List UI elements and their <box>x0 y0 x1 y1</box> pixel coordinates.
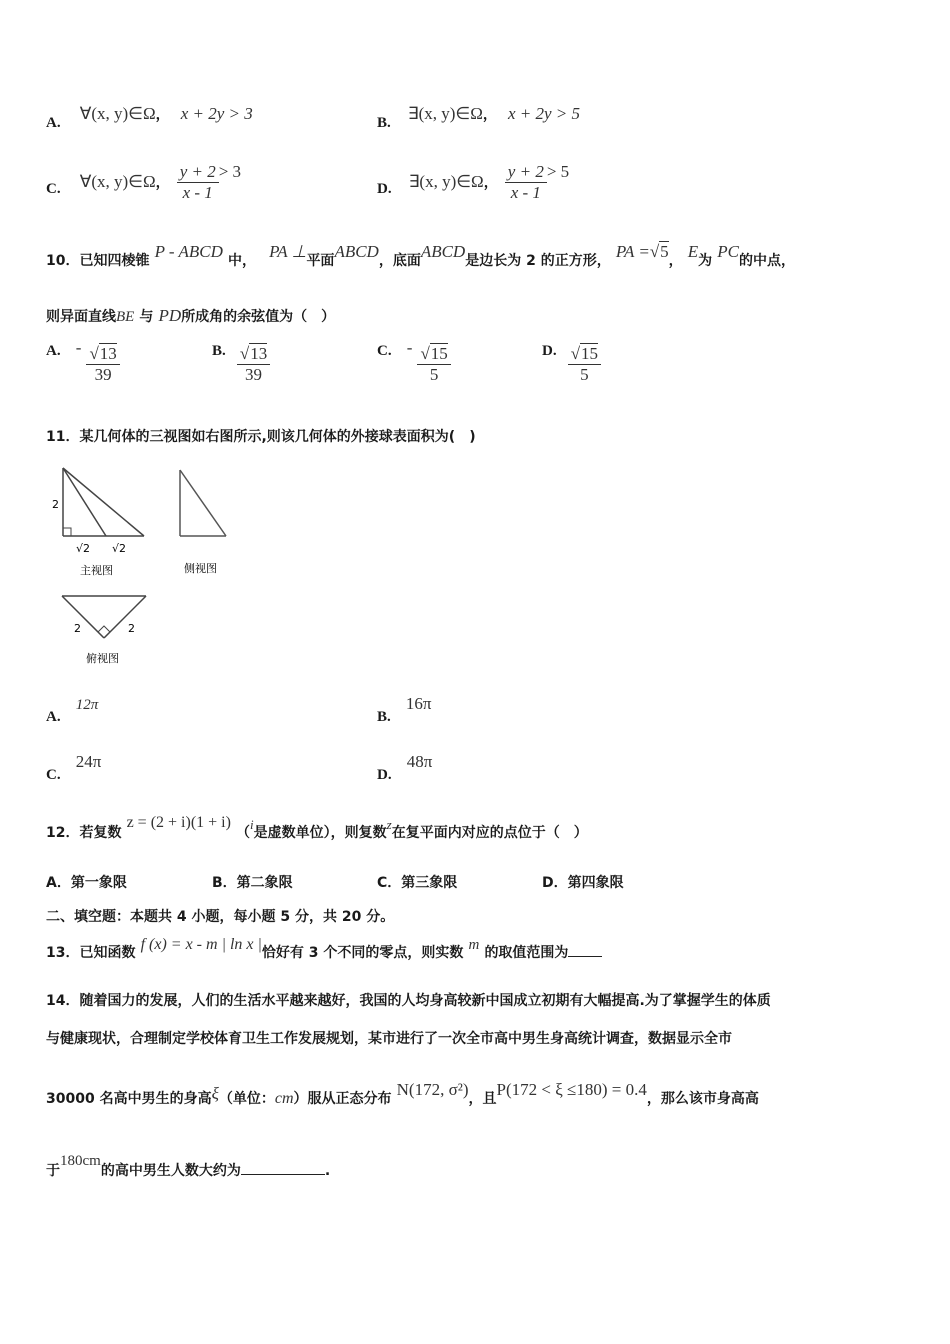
separator: ， <box>483 175 498 191</box>
text: 的高中男生人数大约为 <box>100 1163 241 1179</box>
q14-line3 <box>46 1080 759 1108</box>
front-side-label: 2 <box>52 498 59 511</box>
option-label: A. <box>46 115 61 131</box>
denominator: 5 <box>417 364 450 385</box>
sign: - <box>75 338 82 357</box>
inequality: x + 2y > 5 <box>507 104 581 123</box>
fraction: $\frac{√15}{5}$ <box>568 344 601 385</box>
text: 与 <box>139 309 154 325</box>
numerator: 13 <box>250 344 268 363</box>
answer-blank[interactable] <box>241 1174 325 1175</box>
text: 是边长为 2 的正方形， <box>465 253 611 269</box>
q12-option-c[interactable]: C．第三象限 <box>377 875 458 891</box>
q12-option-d[interactable]: D．第四象限 <box>542 875 624 891</box>
q13-stem <box>46 936 602 962</box>
math: cm <box>274 1090 294 1107</box>
text: 所成角的余弦值为（ ） <box>181 309 336 325</box>
q10-option-a[interactable] <box>46 338 120 385</box>
front-base-label-2: √2 <box>112 542 127 555</box>
option-label: A. <box>46 709 61 725</box>
option-value: 48π <box>406 752 433 771</box>
top-view-caption: 俯视图 <box>86 652 119 665</box>
option-label: B. <box>377 709 391 725</box>
fraction <box>505 162 547 203</box>
math: E <box>687 242 699 261</box>
text: 30000 名高中男生的身高 <box>46 1091 212 1107</box>
q14-line1: 14．随着国力的发展，人们的生活水平越来越好，我国的人均身高较新中国成立初期有大幅提高.为了掌握学生的体质 <box>46 993 771 1009</box>
math: ξ <box>211 1084 219 1103</box>
text: （ <box>236 825 251 841</box>
math: PA = <box>615 242 650 261</box>
quantifier: ∀(x, y)∈Ω <box>79 172 156 191</box>
fraction: $\frac{√13}{39}$ <box>86 344 119 385</box>
top-view-left-edge <box>62 596 104 638</box>
text: 是虚数单位），则复数 <box>253 825 387 841</box>
top-view-right-edge <box>104 596 146 638</box>
relation: > 5 <box>546 162 570 181</box>
q10-stem-line2 <box>46 306 335 326</box>
text: ，底面 <box>378 253 421 269</box>
radicand: 5 <box>660 242 669 261</box>
front-view-inner-edge <box>63 468 106 536</box>
q12-option-a[interactable]: A．第一象限 <box>46 875 127 891</box>
q9-option-b[interactable] <box>377 104 581 132</box>
q12-stem <box>46 814 588 842</box>
math: 180cm <box>60 1153 101 1169</box>
option-value: 24π <box>75 752 102 771</box>
numerator: 15 <box>581 344 599 363</box>
inequality: x + 2y > 3 <box>180 104 253 123</box>
option-label: C. <box>46 181 61 197</box>
text: ， <box>668 253 683 269</box>
text: 于 <box>46 1163 60 1179</box>
right-angle-mark <box>98 626 110 632</box>
math: f (x) = x - m | ln x | <box>140 936 262 953</box>
text: 的中点， <box>738 253 795 269</box>
fraction <box>177 162 219 203</box>
q9-option-d[interactable] <box>377 162 569 203</box>
q9-option-c[interactable] <box>46 162 241 203</box>
q10-stem-line1: 10．已知四棱锥 P - ABCD 中， PA ⊥平面ABCD，底面ABCD是边长为 2 的正方形， PA =√5， E为 PC的中点， <box>46 242 795 269</box>
separator: ， <box>155 175 170 191</box>
side-view <box>180 470 226 536</box>
top-left-label: 2 <box>74 622 81 635</box>
quantifier: ∃(x, y)∈Ω <box>407 104 483 123</box>
denominator: x - 1 <box>177 182 219 203</box>
math: ABCD <box>420 242 466 261</box>
text: 则异面直线 <box>46 309 116 325</box>
text: 为 <box>698 253 713 269</box>
option-label: D. <box>377 181 392 197</box>
math: PC <box>717 242 739 261</box>
math: N(172, σ²) <box>396 1080 469 1099</box>
math: P - ABCD <box>154 242 223 261</box>
text: 中， <box>228 253 256 269</box>
separator: ， <box>155 107 170 123</box>
numerator: 13 <box>99 344 117 363</box>
q11-option-c[interactable] <box>46 752 102 783</box>
text: 10．已知四棱锥 <box>46 253 150 269</box>
text: ，那么该市身高高 <box>646 1091 759 1107</box>
text: ）服从正态分布 <box>293 1091 392 1107</box>
q11-option-b[interactable] <box>377 694 432 725</box>
fraction: $\frac{√15}{5}$ <box>417 344 450 385</box>
denominator: 5 <box>568 364 601 385</box>
numerator: y + 2 <box>179 162 216 181</box>
option-label: A. <box>46 343 61 359</box>
text: 12．若复数 <box>46 825 122 841</box>
math: z <box>386 817 392 832</box>
text: 的取值范围为 <box>484 945 569 961</box>
math: i <box>250 817 254 832</box>
quantifier: ∃(x, y)∈Ω <box>408 172 484 191</box>
math: z = (2 + i)(1 + i) <box>126 814 231 831</box>
text: 平面 <box>306 253 335 269</box>
numerator: y + 2 <box>507 162 544 181</box>
answer-blank[interactable] <box>568 956 602 957</box>
option-label: B. <box>212 343 226 359</box>
side-view-caption: 侧视图 <box>184 562 217 575</box>
q10-option-c[interactable] <box>377 338 451 385</box>
front-view-caption: 主视图 <box>80 564 113 577</box>
relation: > 3 <box>218 162 242 181</box>
q14-line4 <box>46 1153 331 1180</box>
option-label: B. <box>377 115 391 131</box>
front-base-label-1: √2 <box>76 542 91 555</box>
side-view-hypotenuse <box>180 470 226 536</box>
math: ABCD <box>334 242 379 261</box>
fraction: $\frac{√13}{39}$ <box>237 344 270 385</box>
text: 恰好有 3 个不同的零点，则实数 <box>261 945 464 961</box>
front-view-hypotenuse <box>63 468 144 536</box>
option-label: D. <box>377 767 392 783</box>
text: （单位： <box>218 1091 275 1107</box>
math: PA ⊥ <box>269 242 307 261</box>
text: . <box>324 1163 331 1179</box>
q11-option-a[interactable] <box>46 694 99 725</box>
denominator: 39 <box>237 364 270 385</box>
sign: - <box>406 338 413 357</box>
q11-stem: 11．某几何体的三视图如右图所示,则该几何体的外接球表面积为( ) <box>46 429 476 445</box>
q14-line2: 与健康现状，合理制定学校体育卫生工作发展规划，某市进行了一次全市高中男生身高统计调查，数据显示全市 <box>46 1031 732 1047</box>
math: P(172 < ξ ≤180) = 0.4 <box>496 1080 647 1099</box>
denominator: 39 <box>86 364 119 385</box>
option-label: C. <box>377 343 392 359</box>
text: ，且 <box>468 1091 497 1107</box>
denominator: x - 1 <box>505 182 547 203</box>
text: 在复平面内对应的点位于（ ） <box>391 825 588 841</box>
text: 13．已知函数 <box>46 945 136 961</box>
option-label: C. <box>46 767 61 783</box>
option-value: 12π <box>75 697 99 713</box>
q11-option-d[interactable] <box>377 752 433 783</box>
right-angle-mark <box>63 528 71 536</box>
q10-option-b[interactable] <box>212 344 270 385</box>
front-view <box>63 468 144 536</box>
math: m <box>468 937 480 953</box>
math: PD <box>158 306 182 325</box>
three-view-figure <box>46 460 266 675</box>
quantifier: ∀(x, y)∈Ω <box>79 104 156 123</box>
q9-option-a[interactable] <box>46 104 253 132</box>
math: BE <box>116 309 135 325</box>
numerator: 15 <box>430 344 448 363</box>
section-heading: 二、填空题：本题共 4 小题，每小题 5 分，共 20 分。 <box>46 909 395 925</box>
q10-option-d[interactable] <box>542 344 601 385</box>
option-value: 16π <box>405 694 432 713</box>
option-label: D. <box>542 343 557 359</box>
separator: ， <box>482 107 497 123</box>
q12-option-b[interactable]: B．第二象限 <box>212 875 293 891</box>
top-right-label: 2 <box>128 622 135 635</box>
